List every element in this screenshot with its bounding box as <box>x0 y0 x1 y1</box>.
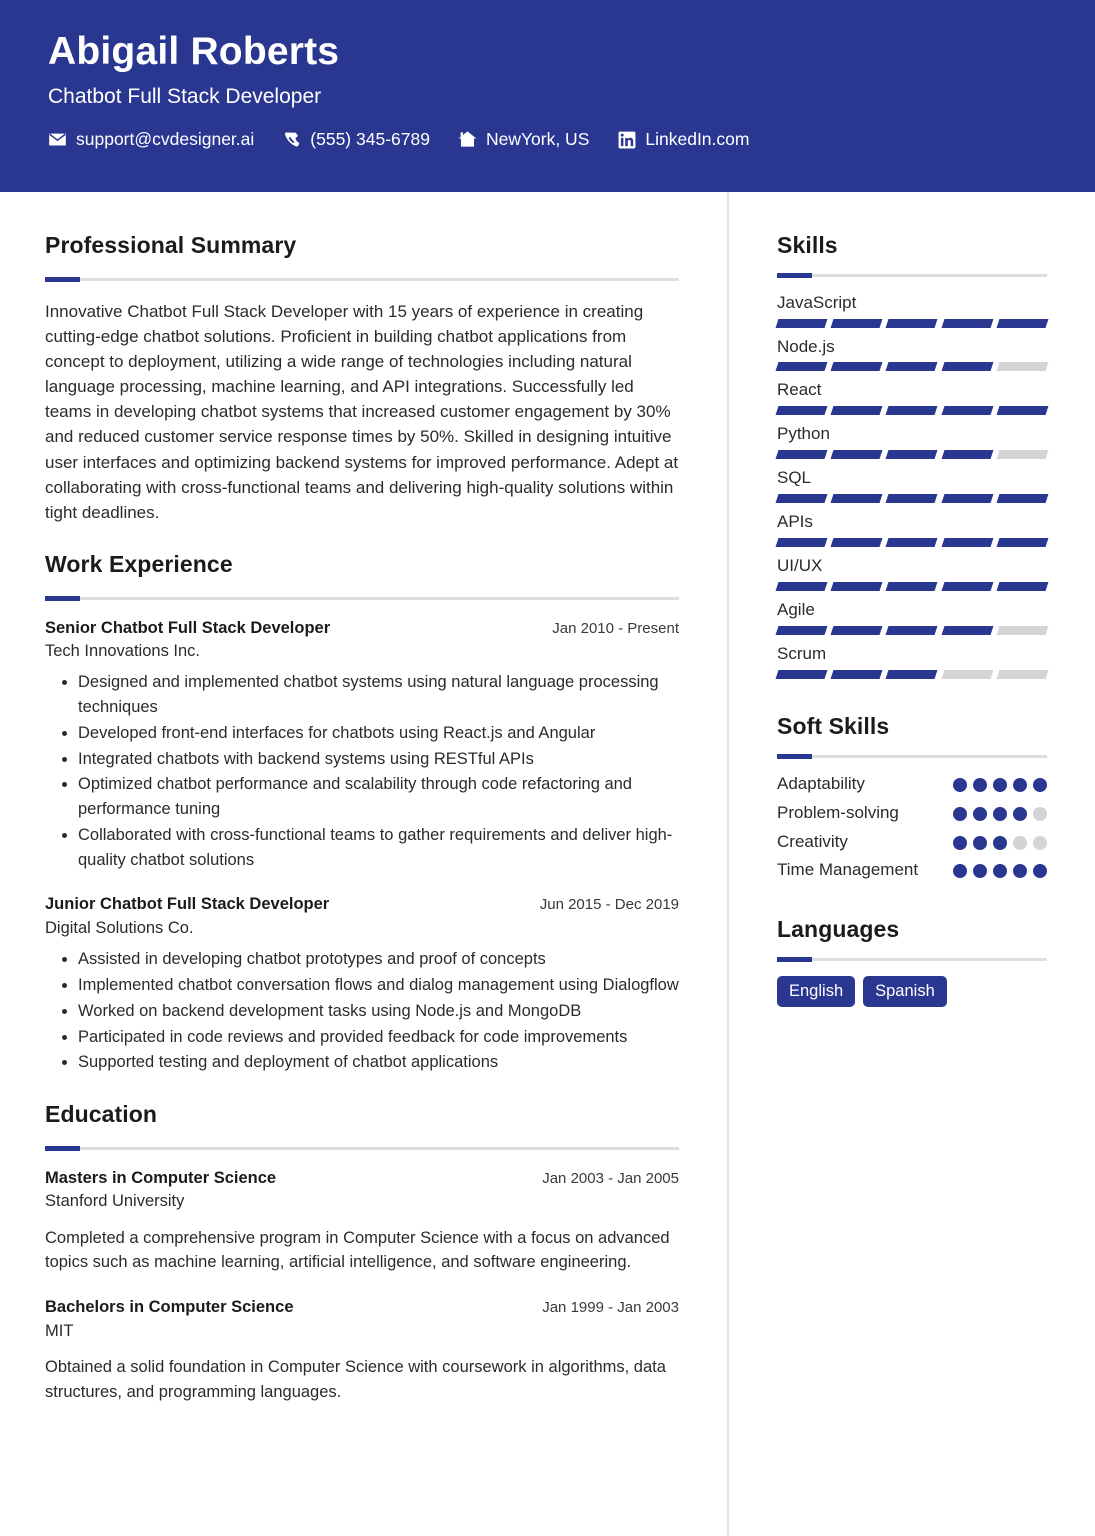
rating-dot <box>1033 807 1047 821</box>
linkedin-icon <box>617 130 636 149</box>
skill-segment <box>941 670 993 679</box>
soft-skill-row <box>777 831 1047 854</box>
list-item: • Collaborated with cross-functional teams to gather requirements and deliver high-quality chatbot solutions <box>78 823 679 873</box>
rating-dot <box>993 807 1007 821</box>
skill-segment <box>996 494 1048 503</box>
skill-segment <box>776 582 828 591</box>
list-item: • Worked on backend development tasks using Node.js and MongoDB <box>78 999 679 1024</box>
soft-skill-row <box>777 773 1047 796</box>
section-rule <box>45 1147 679 1150</box>
section-title-languages: Languages <box>777 916 900 943</box>
section-rule <box>777 755 1047 758</box>
skill-name: Scrum <box>777 644 827 664</box>
skill-segment <box>941 538 993 547</box>
section-professional-summary <box>45 232 679 525</box>
education-entry <box>45 1168 679 1275</box>
soft-skill-rating <box>953 773 1047 792</box>
skill-segment <box>941 319 993 328</box>
rating-dot <box>973 864 987 878</box>
skill-row <box>777 336 1047 372</box>
language-chip: English <box>777 976 855 1007</box>
experience-date: Jan 2010 - Present <box>552 619 679 637</box>
soft-skill-row <box>777 802 1047 825</box>
soft-skills-list <box>777 773 1047 883</box>
skill-segment <box>831 670 883 679</box>
soft-skill-rating <box>953 831 1047 850</box>
experience-entry-head <box>45 894 679 915</box>
skill-segment <box>886 538 938 547</box>
section-languages <box>777 916 1047 1007</box>
experience-bullets <box>45 947 679 1075</box>
contact-row <box>48 130 1047 149</box>
list-item: • Supported testing and deployment of chatbot applications <box>78 1050 679 1075</box>
rating-dot <box>1033 778 1047 792</box>
skill-segment <box>941 582 993 591</box>
resume-header <box>0 0 1095 192</box>
skill-segment <box>831 450 883 459</box>
contact-email[interactable] <box>48 130 254 149</box>
section-skills <box>777 232 1047 679</box>
experience-company: Digital Solutions Co. <box>45 918 194 937</box>
skill-segment <box>831 494 883 503</box>
education-entry-head <box>45 1168 679 1189</box>
contact-phone-text: (555) 345-6789 <box>310 128 430 149</box>
skill-segment <box>886 670 938 679</box>
skill-level-bar <box>777 670 1047 679</box>
skill-level-bar <box>777 626 1047 635</box>
skill-segment <box>886 450 938 459</box>
section-title-summary: Professional Summary <box>45 232 297 258</box>
skill-segment <box>831 582 883 591</box>
rating-dot <box>1033 864 1047 878</box>
skill-row <box>777 599 1047 635</box>
skill-name: Agile <box>777 600 815 620</box>
skill-name: Node.js <box>777 336 835 356</box>
skill-segment <box>886 582 938 591</box>
rating-dot <box>1033 836 1047 850</box>
section-title-skills: Skills <box>777 232 838 258</box>
section-soft-skills <box>777 713 1047 882</box>
section-education <box>45 1101 679 1404</box>
skill-segment <box>996 319 1048 328</box>
rating-dot <box>993 778 1007 792</box>
skill-segment <box>941 406 993 415</box>
experience-company: Tech Innovations Inc. <box>45 642 201 661</box>
section-title-soft-skills: Soft Skills <box>777 713 890 740</box>
skill-row <box>777 511 1047 547</box>
skill-segment <box>996 626 1048 635</box>
skill-segment <box>996 538 1048 547</box>
skill-segment <box>996 582 1048 591</box>
skill-segment <box>996 406 1048 415</box>
skill-level-bar <box>777 582 1047 591</box>
rating-dot <box>993 864 1007 878</box>
experience-entry <box>45 894 679 1075</box>
phone-icon <box>282 130 301 149</box>
list-item: • Designed and implemented chatbot systems using natural language processing techniques <box>78 670 679 720</box>
skill-segment <box>831 362 883 371</box>
section-rule <box>45 278 679 281</box>
resume-body <box>0 192 1095 1536</box>
skill-row <box>777 379 1047 415</box>
soft-skill-name: Time Management <box>777 860 919 880</box>
rating-dot <box>953 778 967 792</box>
experience-entry-head <box>45 618 679 639</box>
skill-level-bar <box>777 538 1047 547</box>
rating-dot <box>1013 864 1027 878</box>
skill-row <box>777 467 1047 503</box>
list-item: • Integrated chatbots with backend systems using RESTful APIs <box>78 747 679 772</box>
list-item: • Assisted in developing chatbot prototypes and proof of concepts <box>78 947 679 972</box>
skill-segment <box>776 319 828 328</box>
skill-segment <box>831 319 883 328</box>
contact-location-text: NewYork, US <box>485 128 590 149</box>
education-entry <box>45 1297 679 1404</box>
skill-level-bar <box>777 494 1047 503</box>
rating-dot <box>973 836 987 850</box>
skill-segment <box>886 406 938 415</box>
experience-role: Junior Chatbot Full Stack Developer <box>45 895 330 914</box>
language-chip: Spanish <box>863 976 947 1007</box>
education-degree: Bachelors in Computer Science <box>45 1298 294 1317</box>
skill-segment <box>776 626 828 635</box>
skill-segment <box>831 626 883 635</box>
contact-email-text: support@cvdesigner.ai <box>76 128 255 149</box>
list-item: • Implemented chatbot conversation flows and dialog management using Dialogflow <box>78 973 679 998</box>
education-entry-head <box>45 1297 679 1318</box>
rating-dot <box>953 807 967 821</box>
rating-dot <box>1013 807 1027 821</box>
skill-segment <box>941 362 993 371</box>
skill-segment <box>886 362 938 371</box>
skill-segment <box>941 494 993 503</box>
skill-level-bar <box>777 450 1047 459</box>
skill-row <box>777 423 1047 459</box>
skill-segment <box>831 538 883 547</box>
soft-skill-row <box>777 859 1047 882</box>
experience-entry <box>45 618 679 873</box>
skill-segment <box>886 626 938 635</box>
candidate-job-title: Chatbot Full Stack Developer <box>48 84 322 108</box>
list-item: • Optimized chatbot performance and scalability through code refactoring and performance tuning <box>78 772 679 822</box>
skill-segment <box>776 670 828 679</box>
skill-segment <box>776 538 828 547</box>
skill-segment <box>996 362 1048 371</box>
list-item: • Participated in code reviews and provided feedback for code improvements <box>78 1025 679 1050</box>
skill-name: APIs <box>777 512 813 532</box>
contact-linkedin-text: LinkedIn.com <box>645 128 750 149</box>
skill-level-bar <box>777 319 1047 328</box>
skill-row <box>777 643 1047 679</box>
education-description: Completed a comprehensive program in Computer Science with a focus on advanced topics such as machine learning, artificial intelligence, and software engineering. <box>45 1228 670 1272</box>
rating-dot <box>953 864 967 878</box>
sidebar-column <box>727 192 1095 1536</box>
soft-skill-rating <box>953 802 1047 821</box>
candidate-name: Abigail Roberts <box>48 30 340 73</box>
skill-name: SQL <box>777 468 812 488</box>
contact-location[interactable] <box>458 130 589 149</box>
education-date: Jan 1999 - Jan 2003 <box>542 1299 679 1317</box>
skill-segment <box>941 626 993 635</box>
skill-segment <box>776 494 828 503</box>
soft-skill-rating <box>953 859 1047 878</box>
skill-row <box>777 555 1047 591</box>
skill-level-bar <box>777 362 1047 371</box>
rating-dot <box>1013 778 1027 792</box>
skill-name: Python <box>777 424 830 444</box>
contact-phone[interactable] <box>282 130 430 149</box>
skill-name: React <box>777 380 822 400</box>
skill-segment <box>886 494 938 503</box>
section-work-experience <box>45 551 679 1075</box>
section-rule <box>777 274 1047 277</box>
skill-segment <box>831 406 883 415</box>
education-school: Stanford University <box>45 1192 185 1211</box>
contact-linkedin[interactable] <box>617 130 749 149</box>
rating-dot <box>973 778 987 792</box>
experience-date: Jun 2015 - Dec 2019 <box>539 896 679 914</box>
experience-bullets <box>45 670 679 872</box>
section-title-education: Education <box>45 1101 158 1128</box>
soft-skill-name: Creativity <box>777 831 848 851</box>
skill-name: JavaScript <box>777 292 857 312</box>
experience-role: Senior Chatbot Full Stack Developer <box>45 618 331 637</box>
education-date: Jan 2003 - Jan 2005 <box>542 1169 679 1187</box>
skill-segment <box>776 362 828 371</box>
envelope-icon <box>48 130 67 149</box>
skill-segment <box>996 450 1048 459</box>
skill-segment <box>776 450 828 459</box>
summary-text: Innovative Chatbot Full Stack Developer with 15 years of experience in creating cutting-edge chatbot solutions. Proficient in building chatbot applications from concept to deployment, utilizing a wide range of technologies including natural language processing, machine learning, and API integrations. Successfully led teams in developing chatbot systems that increased customer engagement by 30% and reduced customer service response times by 50%. Skilled in designing intuitive user interfaces and optimizing backend systems for improved performance. Adept at collaborating with cross-functional teams and delivering high-quality solutions within tight deadlines. <box>45 301 679 522</box>
rating-dot <box>993 836 1007 850</box>
list-item: • Developed front-end interfaces for chatbots using React.js and Angular <box>78 721 679 746</box>
skill-name: UI/UX <box>777 556 823 576</box>
soft-skill-name: Problem-solving <box>777 802 899 822</box>
soft-skill-name: Adaptability <box>777 773 865 793</box>
skill-segment <box>776 406 828 415</box>
education-description: Obtained a solid foundation in Computer Science with coursework in algorithms, data structures, and programming languages. <box>45 1357 666 1401</box>
skill-level-bar <box>777 406 1047 415</box>
rating-dot <box>953 836 967 850</box>
section-title-experience: Work Experience <box>45 551 233 577</box>
home-icon <box>458 130 477 149</box>
education-degree: Masters in Computer Science <box>45 1168 277 1187</box>
education-school: MIT <box>45 1321 74 1340</box>
skill-row <box>777 292 1047 328</box>
skill-segment <box>996 670 1048 679</box>
section-rule <box>777 958 1047 961</box>
section-rule <box>45 597 679 600</box>
skill-segment <box>886 319 938 328</box>
rating-dot <box>973 807 987 821</box>
skill-segment <box>941 450 993 459</box>
rating-dot <box>1013 836 1027 850</box>
languages-list <box>777 976 1047 1007</box>
skills-list <box>777 292 1047 679</box>
main-column <box>0 192 727 1536</box>
